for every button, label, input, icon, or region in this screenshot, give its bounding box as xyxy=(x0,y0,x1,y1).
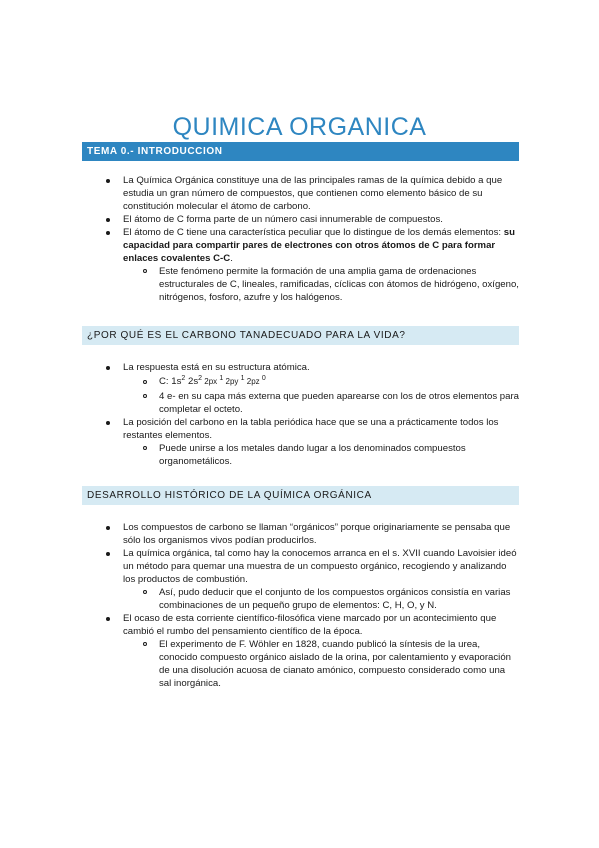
circle-bullet-icon xyxy=(143,380,147,384)
section-carbono-body xyxy=(0,361,599,468)
list-item: El átomo de C forma parte de un número casi innumerable de compuestos. xyxy=(123,213,519,226)
bullet-icon xyxy=(106,552,110,556)
list-item: La respuesta está en su estructura atómica. xyxy=(123,361,519,374)
circle-bullet-icon xyxy=(143,642,147,646)
bullet-icon xyxy=(106,617,110,621)
circle-bullet-icon xyxy=(143,446,147,450)
circle-bullet-icon xyxy=(143,394,147,398)
circle-bullet-icon xyxy=(143,269,147,273)
sub-list-item: El experimento de F. Wöhler en 1828, cuando publicó la síntesis de la urea, conocido compuesto orgánico aislado de la orina, por calentamiento y evaporación de una disolución acuosa de cianato amónico, compuesto considerado como una sal inorgánica. xyxy=(159,638,519,690)
emphasis-text: su capacidad para compartir pares de electrones con otros átomos de C para formar enlaces covalentes C-C xyxy=(123,227,515,264)
sub-list-item: Este fenómeno permite la formación de una amplia gama de ordenaciones estructurales de C, lineales, ramificadas, cíclicas con átomos de hidrógeno, oxígeno, nitrógenos, fosforo, azufre y los halógenos. xyxy=(159,265,519,304)
list-item: La posición del carbono en la tabla periódica hace que se una a prácticamente todos los restantes elementos. xyxy=(123,416,519,442)
electron-configuration: C: $1s^2$ $2s^2$ 2px $^1$ 2py $^1$ 2pz $^0$ xyxy=(159,374,519,390)
list-item: La Química Orgánica constituye una de las principales ramas de la química debido a que estudia un gran número de compuestos, que contienen como elemento básico de su constitución molecular el átomo de carbono. xyxy=(123,174,519,213)
section-introduccion-body xyxy=(0,174,599,304)
section-heading-introduccion: TEMA 0.- INTRODUCCION xyxy=(82,142,519,161)
section-historia-body xyxy=(0,521,599,690)
sub-list-item: 4 e- en su capa más externa que pueden aparearse con los de otros elementos para completar el octeto. xyxy=(159,390,519,416)
bullet-icon xyxy=(106,179,110,183)
bullet-icon xyxy=(106,366,110,370)
sub-list-item: Así, pudo deducir que el conjunto de los compuestos orgánicos consistía en varias combinaciones de un pequeño grupo de elementos: C, H, O, y N. xyxy=(159,586,519,612)
list-item: El ocaso de esta corriente científico-filosófica viene marcado por un acontecimiento que cambió el rumbo del pensamiento científico de la época. xyxy=(123,612,519,638)
list-item: El átomo de C tiene una característica peculiar que lo distingue de los demás elementos: su capacidad para compartir pares de electrones con otros átomos de C para formar enlaces covalentes C-C. xyxy=(123,226,519,265)
bullet-icon xyxy=(106,526,110,530)
bullet-icon xyxy=(106,218,110,222)
bullet-icon xyxy=(106,231,110,235)
sub-list-item: Puede unirse a los metales dando lugar a los denominados compuestos organometálicos. xyxy=(159,442,519,468)
section-heading-historia: DESARROLLO HISTÓRICO DE LA QUÍMICA ORGÁNICA xyxy=(82,486,519,505)
section-heading-carbono: ¿POR QUÉ ES EL CARBONO TANADECUADO PARA LA VIDA? xyxy=(82,326,519,345)
circle-bullet-icon xyxy=(143,590,147,594)
page-title: QUIMICA ORGANICA xyxy=(172,113,427,141)
list-item: La química orgánica, tal como hay la conocemos arranca en el s. XVII cuando Lavoisier ideó un método para quemar una muestra de un compuesto orgánico, recogiendo y analizando los productos de combustión. xyxy=(123,547,519,586)
bullet-icon xyxy=(106,421,110,425)
list-item: Los compuestos de carbono se llaman “orgánicos” porque originariamente se pensaba que sólo los organismos vivos podían producirlos. xyxy=(123,521,519,547)
